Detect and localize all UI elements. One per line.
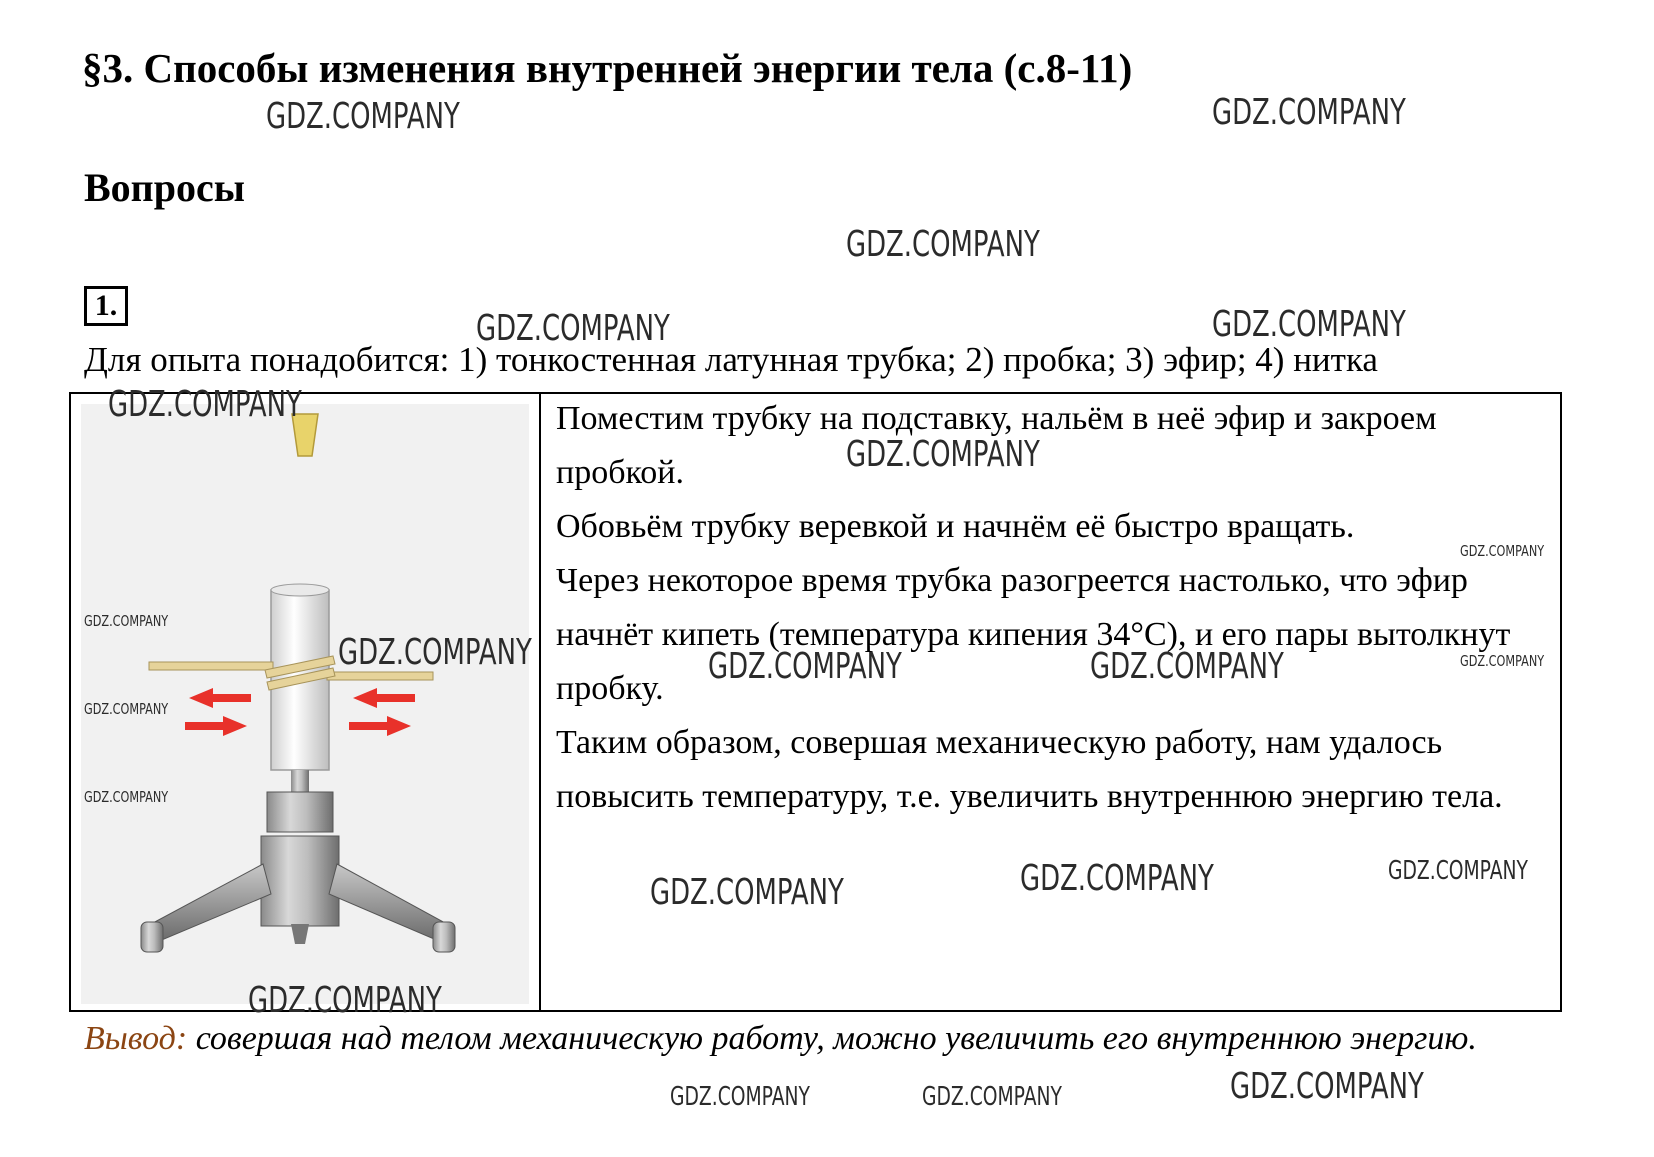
watermark: GDZ.COMPANY — [1460, 652, 1545, 670]
watermark: GDZ.COMPANY — [1020, 858, 1214, 899]
conclusion-label: Вывод: — [84, 1020, 188, 1057]
step-text: Поместим трубку на подставку, нальём в неё эфир и закроем пробкой. — [556, 400, 1437, 491]
section-heading: Вопросы — [84, 165, 245, 210]
experiment-steps — [556, 392, 1551, 824]
watermark: GDZ.COMPANY — [84, 612, 169, 630]
rope-left — [149, 662, 273, 670]
tube-top-icon — [271, 584, 329, 596]
watermark: GDZ.COMPANY — [338, 632, 532, 673]
watermark: GDZ.COMPANY — [650, 872, 844, 913]
watermark: GDZ.COMPANY — [84, 788, 169, 806]
watermark: GDZ.COMPANY — [846, 224, 1040, 265]
step-text: Через некоторое время трубка разогреется настолько, что эфир начнёт кипеть (температура кипения 34°С), и его пары вытолкнут пробку. — [556, 562, 1511, 707]
watermark: GDZ.COMPANY — [248, 980, 442, 1021]
table-divider — [539, 392, 541, 1012]
step-text: Обовьём трубку веревкой и начнём её быстро вращать. — [556, 508, 1355, 545]
conclusion-text: совершая над телом механическую работу, можно увеличить его внутреннюю энергию. — [187, 1020, 1477, 1057]
materials-list: Для опыта понадобится: 1) тонкостенная латунная трубка; 2) пробка; 3) эфир; 4) нитка — [84, 340, 1378, 379]
rope-right — [327, 672, 433, 680]
watermark: GDZ.COMPANY — [670, 1082, 810, 1112]
question-number-box: 1. — [84, 286, 128, 326]
watermark: GDZ.COMPANY — [922, 1082, 1062, 1112]
watermark: GDZ.COMPANY — [1460, 542, 1545, 560]
watermark: GDZ.COMPANY — [846, 434, 1040, 475]
foot-right-icon — [433, 922, 455, 952]
watermark: GDZ.COMPANY — [1090, 646, 1284, 687]
stand-body — [261, 836, 339, 926]
watermark: GDZ.COMPANY — [476, 308, 670, 349]
watermark: GDZ.COMPANY — [708, 646, 902, 687]
step-text: Таким образом, совершая механическую работу, нам удалось повысить температуру, т.е. увеличить внутреннюю энергию тела. — [556, 724, 1503, 815]
watermark: GDZ.COMPANY — [84, 700, 169, 718]
foot-left-icon — [141, 922, 163, 952]
watermark: GDZ.COMPANY — [1388, 856, 1528, 886]
spindle — [291, 770, 309, 792]
watermark: GDZ.COMPANY — [1212, 304, 1406, 345]
stand-collar — [267, 792, 333, 832]
watermark: GDZ.COMPANY — [108, 384, 302, 425]
watermark: GDZ.COMPANY — [1230, 1066, 1424, 1107]
watermark: GDZ.COMPANY — [266, 96, 460, 137]
watermark: GDZ.COMPANY — [1212, 92, 1406, 133]
page-title: §3. Способы изменения внутренней энергии тела (с.8-11) — [82, 45, 1133, 91]
